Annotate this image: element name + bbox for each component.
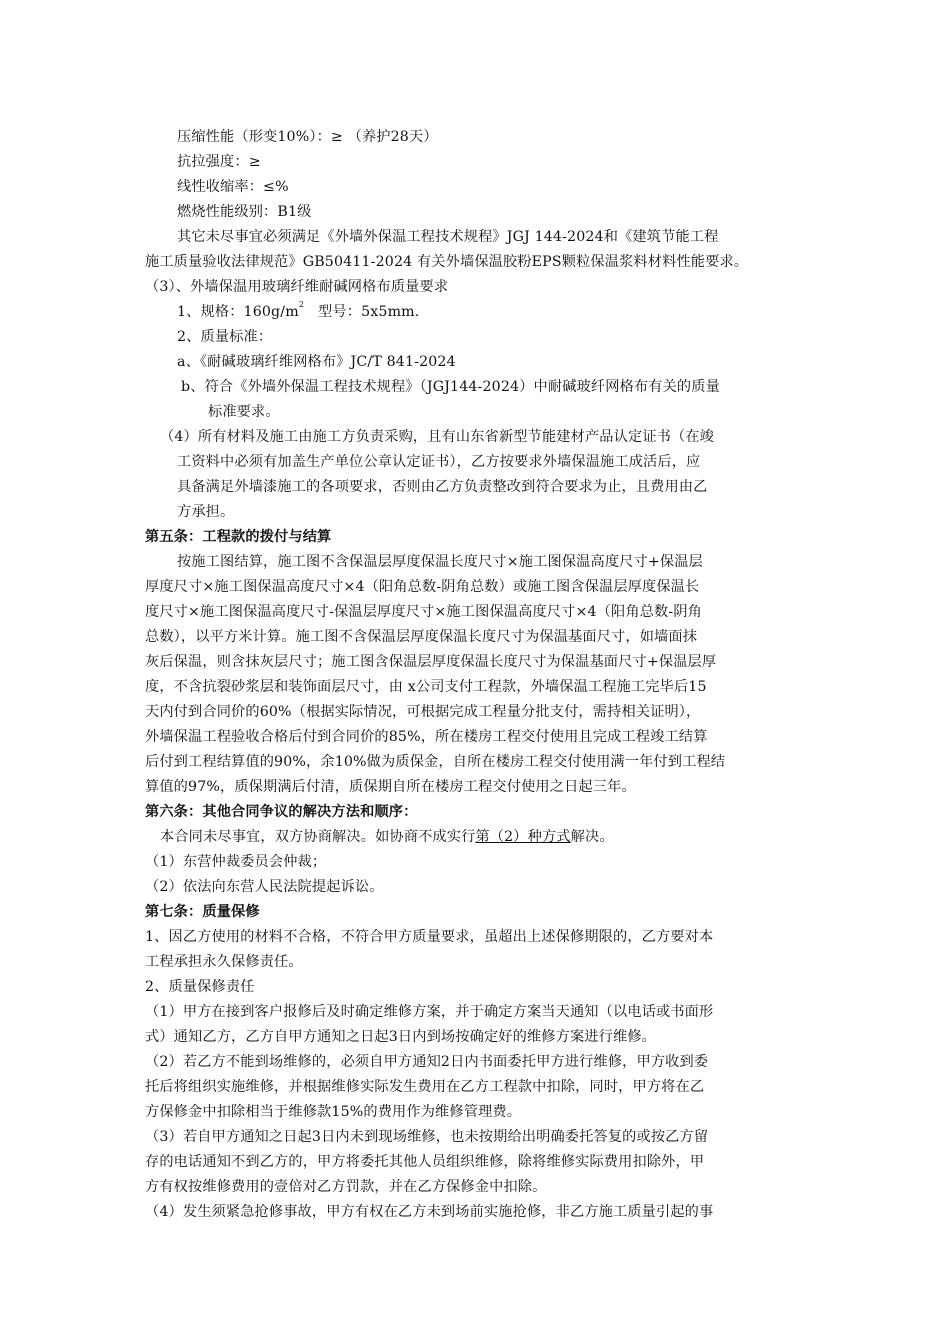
text-line: （2）若乙方不能到场维修的，必须自甲方通知2日内书面委托甲方进行维修，甲方收到委 xyxy=(145,1054,709,1070)
text-line: 线性收缩率：≤% xyxy=(177,179,289,195)
text-line: （3）若自甲方通知之日起3日内未到现场维修，也未按期给出明确委托答复的或按乙方留 xyxy=(145,1129,709,1145)
text-line: 外墙保温工程验收合格后付到合同价的85%，所在楼房工程交付使用且完成工程竣工结算 xyxy=(145,729,708,745)
text-line: （4）发生须紧急抢修事故，甲方有权在乙方未到场前实施抢修，非乙方施工质量引起的事 xyxy=(145,1204,714,1220)
text-line: 式）通知乙方，乙方自甲方通知之日起3日内到场按确定好的维修方案进行维修。 xyxy=(145,1029,656,1045)
text-line: （2）依法向东营人民法院提起诉讼。 xyxy=(145,879,384,895)
text-line: 工资料中必须有加盖生产单位公章认定证书），乙方按要求外墙保温施工成活后，应 xyxy=(177,454,701,470)
text-line: （3）、外墙保温用玻璃纤维耐碱网格布质量要求 xyxy=(145,279,449,295)
text-line: 标准要求。 xyxy=(208,404,280,420)
text-line: a、《耐碱玻璃纤维网格布》JC/T 841-2024 xyxy=(177,354,456,370)
text-line: 天内付到合同价的60%（根据实际情况，可根据完成工程量分批支付，需持相关证明）， xyxy=(145,704,701,720)
text-line: 工程承担永久保修责任。 xyxy=(145,954,303,970)
text-line: 后付到工程结算值的90%，余10%做为质保金，自所在楼房工程交付使用满一年付到工程结 xyxy=(145,754,726,770)
text-line: 按施工图结算，施工图不含保温层厚度保温长度尺寸×施工图保温高度尺寸+保温层 xyxy=(177,554,703,570)
text-line: （1）东营仲裁委员会仲裁； xyxy=(145,854,327,870)
section-heading: 第七条：质量保修 xyxy=(145,904,260,920)
text-line-spec xyxy=(177,300,419,324)
text-line: 具备满足外墙漆施工的各项要求，否则由乙方负责整改到符合要求为止，且费用由乙 xyxy=(177,479,708,495)
text-line: （1）甲方在接到客户报修后及时确定维修方案，并于确定方案当天通知（以电话或书面形 xyxy=(145,1004,714,1020)
text-line: 施工质量验收法律规范》GB50411-2024 有关外墙保温胶粉EPS颗粒保温浆料材料性能要求。 xyxy=(145,254,749,270)
text-line: 燃烧性能级别：B1级 xyxy=(177,204,312,220)
text-line: 1、因乙方使用的材料不合格，不符合甲方质量要求，虽超出上述保修期限的，乙方要对本 xyxy=(145,929,714,945)
text-line: 2、质量保修责任 xyxy=(145,979,255,995)
resolution-text-pre: 本合同未尽事宜，双方协商解决。如协商不成实行 xyxy=(160,829,476,845)
spec-text-pre: 1、规格：160g/m xyxy=(177,304,299,320)
resolution-text-post: 解决。 xyxy=(570,829,614,845)
text-line: 度尺寸×施工图保温高度尺寸-保温层厚度尺寸×施工图保温高度尺寸×4（阳角总数-阴角 xyxy=(145,604,702,620)
text-line: 2、质量标准： xyxy=(177,329,273,345)
text-line: 存的电话通知不到乙方的，甲方将委托其他人员组织维修，除将维修实际费用扣除外，甲 xyxy=(145,1154,705,1170)
text-line: 方有权按维修费用的壹倍对乙方罚款，并在乙方保修金中扣除。 xyxy=(145,1179,547,1195)
text-line: 度，不含抗裂砂浆层和装饰面层尺寸，由 x公司支付工程款，外墙保温工程施工完毕后15 xyxy=(145,679,707,695)
resolution-method-underlined: 第（2）种方式 xyxy=(475,829,571,845)
text-line: （4）所有材料及施工由施工方负责采购，且有山东省新型节能建材产品认定证书（在竣 xyxy=(160,429,715,445)
text-line: 厚度尺寸×施工图保温高度尺寸×4（阳角总数-阴角总数）或施工图含保温层厚度保温长 xyxy=(145,579,700,595)
spec-text-post: 型号：5x5mm. xyxy=(304,304,420,320)
text-line-resolution xyxy=(160,825,614,849)
text-line: 方承担。 xyxy=(177,504,235,520)
text-line: 托后将组织实施维修，并根据维修实际发生费用在乙方工程款中扣除，同时，甲方将在乙 xyxy=(145,1079,705,1095)
text-line: 方保修金中扣除相当于维修款15%的费用作为维修管理费。 xyxy=(145,1104,522,1120)
spec-superscript: 2 xyxy=(298,300,305,309)
section-heading: 第五条：工程款的拨付与结算 xyxy=(145,529,332,545)
text-line: 灰后保温，则含抹灰层尺寸；施工图含保温层厚度保温长度尺寸为保温基面尺寸+保温层厚 xyxy=(145,654,717,670)
text-line: 总数），以平方米计算。施工图不含保温层厚度保温长度尺寸为保温基面尺寸，如墙面抹 xyxy=(145,629,698,645)
text-line: b、符合《外墙外保温工程技术规程》（JGJ144-2024）中耐碱玻纤网格布有关的质量 xyxy=(181,379,720,395)
text-line: 抗拉强度：≥ xyxy=(177,154,261,170)
text-line: 其它未尽事宜必须满足《外墙外保温工程技术规程》JGJ 144-2024和《建筑节能工程 xyxy=(177,229,719,245)
text-line: 算值的97%，质保期满后付清，质保期自所在楼房工程交付使用之日起三年。 xyxy=(145,779,636,795)
text-line: 压缩性能（形变10%）：≥ （养护28天） xyxy=(177,129,438,145)
section-heading: 第六条：其他合同争议的解决方法和顺序： xyxy=(145,804,418,820)
